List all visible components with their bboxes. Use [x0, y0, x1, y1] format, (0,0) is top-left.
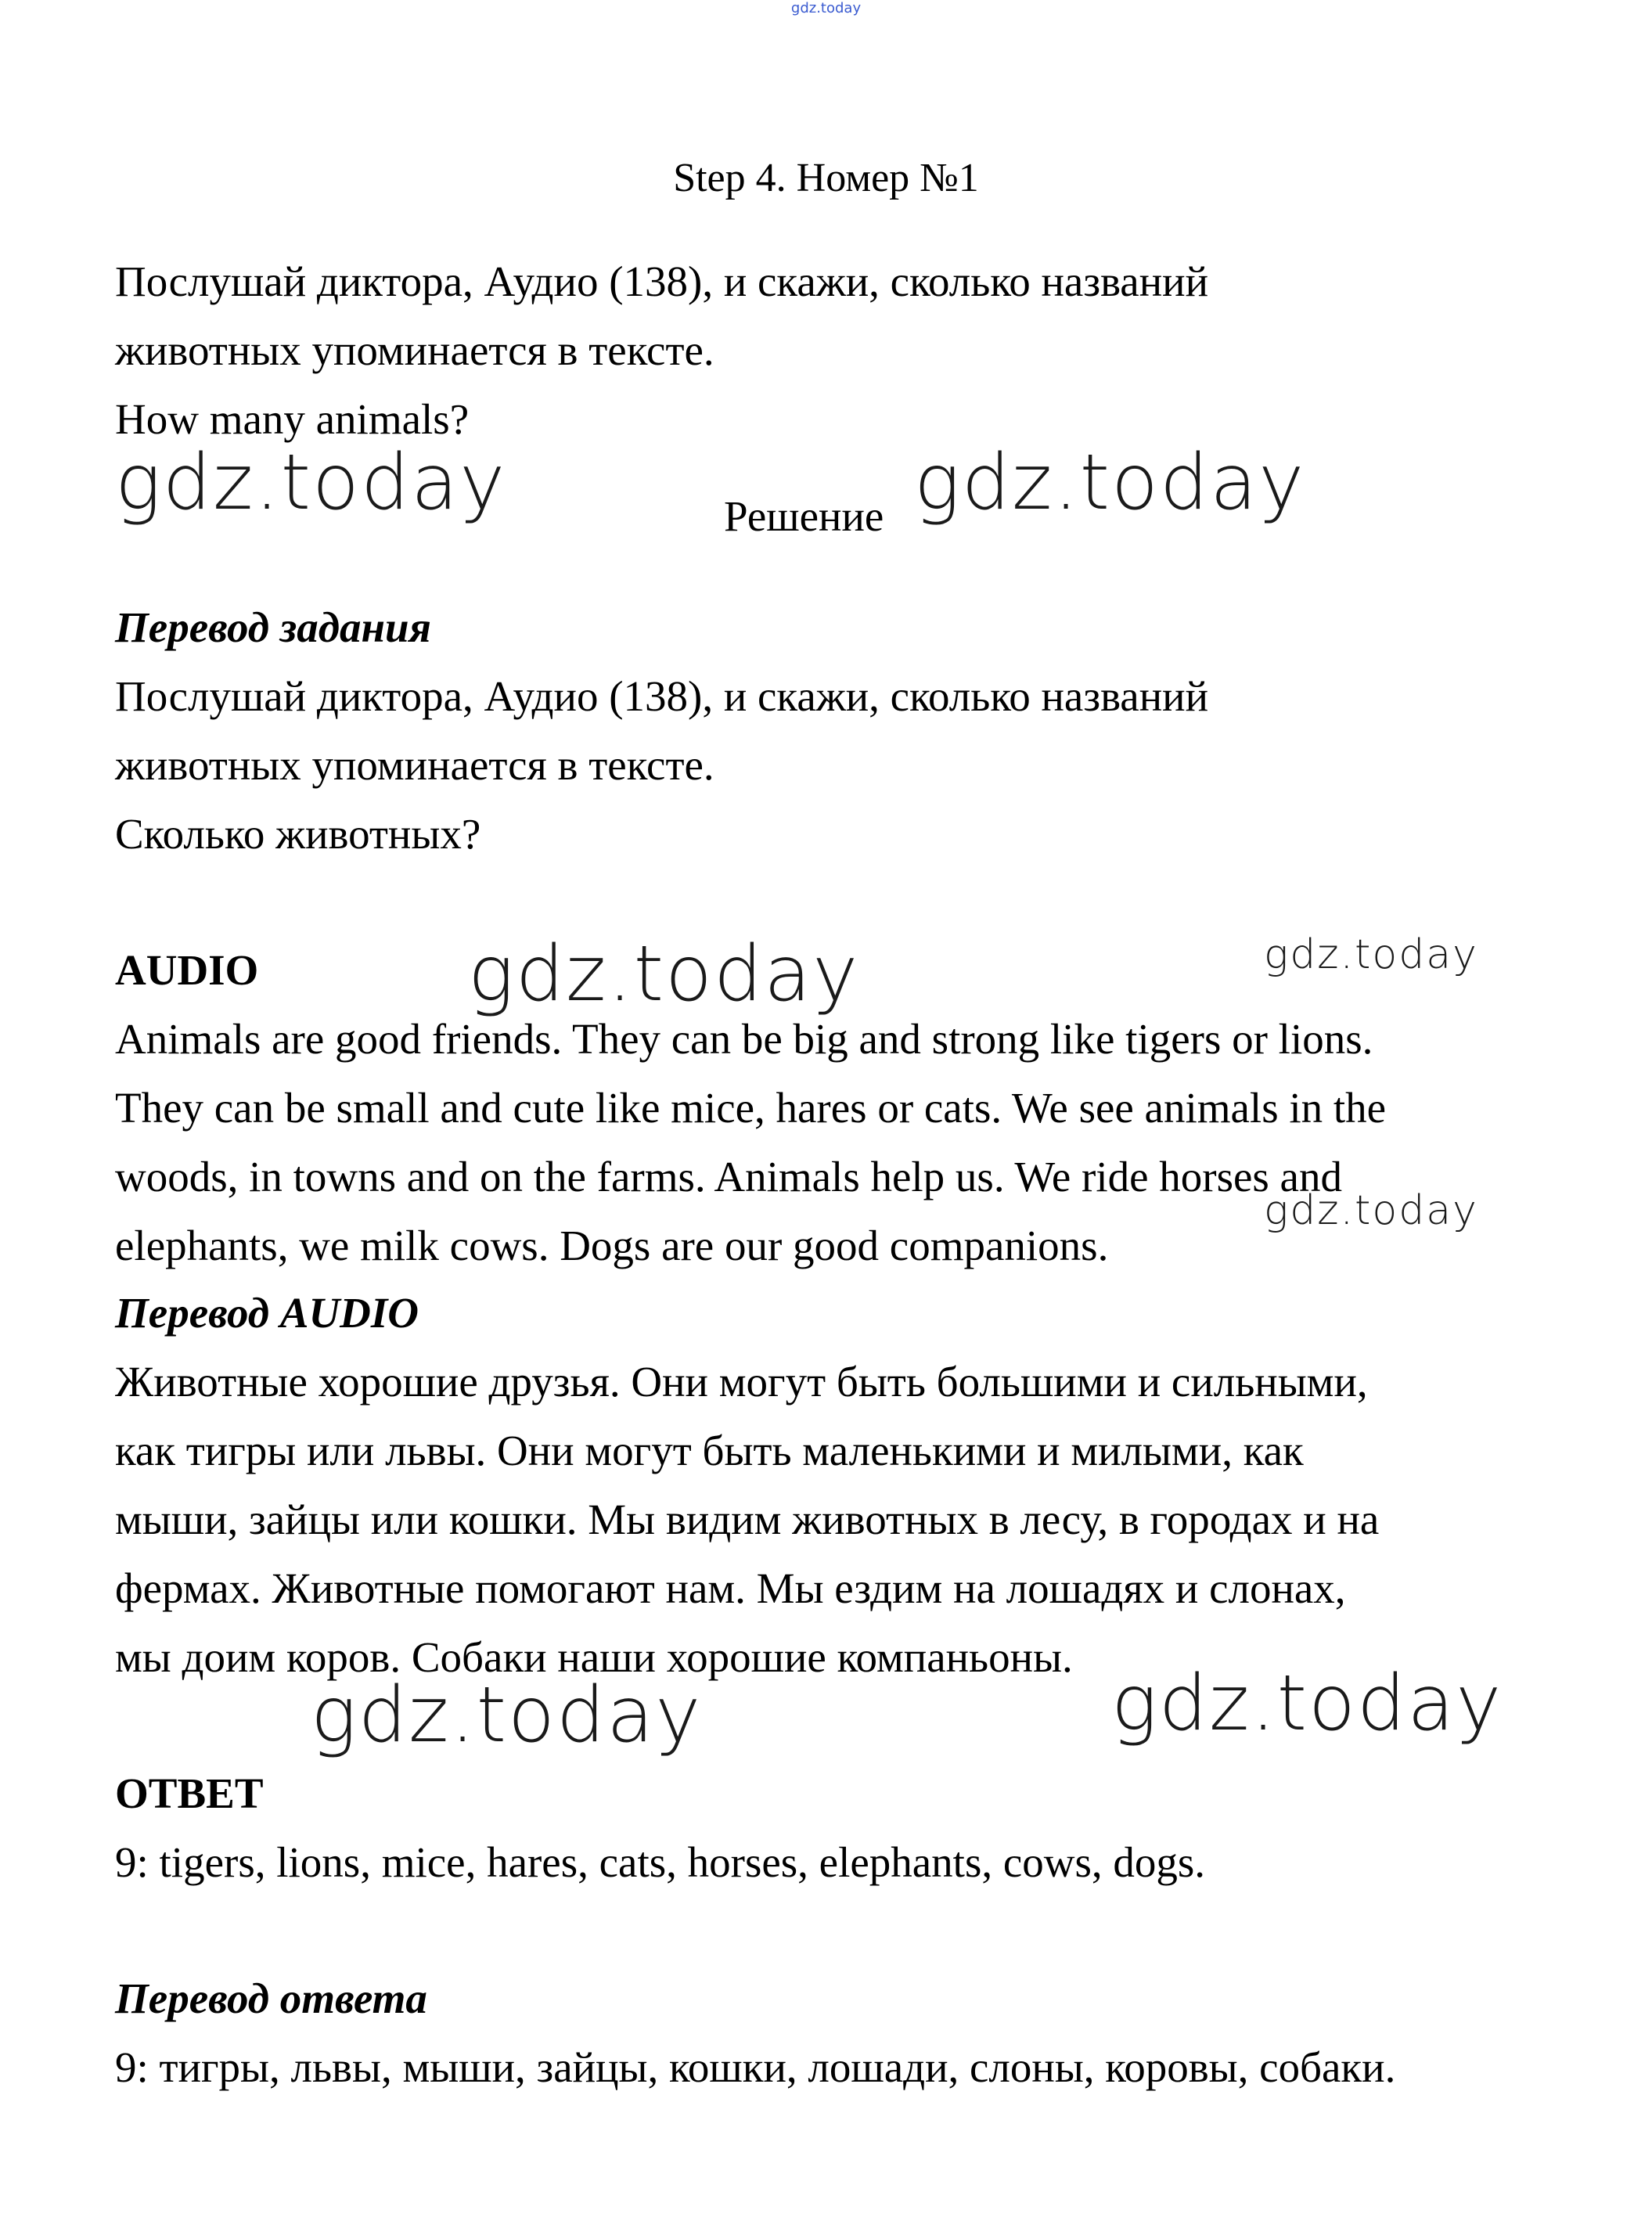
audio-line: woods, in towns and on the farms. Animals help us. We ride horses and — [115, 1153, 1342, 1200]
translation-task-line: Сколько животных? — [115, 810, 481, 858]
audio-line: elephants, we milk cows. Dogs are our good companions. — [115, 1222, 1109, 1269]
watermark: gdz.today — [468, 930, 860, 1019]
watermark: gdz.today — [1264, 1187, 1478, 1234]
translation-task-line: Послушай диктора, Аудио (138), и скажи, сколько названий — [115, 672, 1209, 720]
watermark: gdz.today — [1264, 931, 1478, 978]
translation-audio-line: как тигры или львы. Они могут быть маленькими и милыми, как — [115, 1427, 1304, 1474]
task-text — [115, 247, 1547, 454]
translation-audio-line: Животные хорошие друзья. Они могут быть большими и сильными, — [115, 1358, 1368, 1406]
translation-audio-line: фермах. Животные помогают нам. Мы ездим на лошадях и слонах, — [115, 1564, 1346, 1612]
page-title: Step 4. Номер №1 — [673, 156, 979, 200]
solution-label: Решение — [724, 492, 884, 540]
translation-answer-text: 9: тигры, львы, мыши, зайцы, кошки, лошади, слоны, коровы, собаки. — [115, 2043, 1396, 2091]
audio-line: They can be small and cute like mice, hares or cats. We see animals in the — [115, 1084, 1387, 1132]
watermark: gdz.today — [914, 438, 1306, 527]
section-heading: Перевод ответа — [115, 1974, 427, 2022]
translation-task-section — [115, 593, 1547, 869]
section-heading: ОТВЕТ — [115, 1769, 264, 1817]
section-heading: Перевод AUDIO — [115, 1289, 419, 1337]
audio-line: Animals are good friends. They can be big and strong like tigers or lions. — [115, 1015, 1373, 1063]
translation-audio-line: мыши, зайцы или кошки. Мы видим животных в лесу, в городах и на — [115, 1496, 1380, 1543]
watermark: gdz.today — [311, 1671, 703, 1760]
task-line: животных упоминается в тексте. — [115, 326, 714, 374]
translation-answer-section — [115, 1964, 1547, 2102]
translation-task-line: животных упоминается в тексте. — [115, 741, 714, 789]
answer-text: 9: tigers, lions, mice, hares, cats, horses, elephants, cows, dogs. — [115, 1838, 1206, 1886]
translation-audio-section — [115, 1279, 1547, 1692]
watermark: gdz.today — [1111, 1659, 1503, 1748]
answer-section — [115, 1759, 1547, 1897]
section-heading: AUDIO — [115, 946, 259, 994]
task-line: Послушай диктора, Аудио (138), и скажи, сколько названий — [115, 257, 1209, 305]
translation-audio-line: мы доим коров. Собаки наши хорошие компаньоны. — [115, 1633, 1073, 1681]
watermark: gdz.today — [115, 438, 507, 527]
top-watermark: gdz.today — [790, 0, 862, 16]
task-line: How many animals? — [115, 395, 470, 443]
section-heading: Перевод задания — [115, 603, 431, 651]
